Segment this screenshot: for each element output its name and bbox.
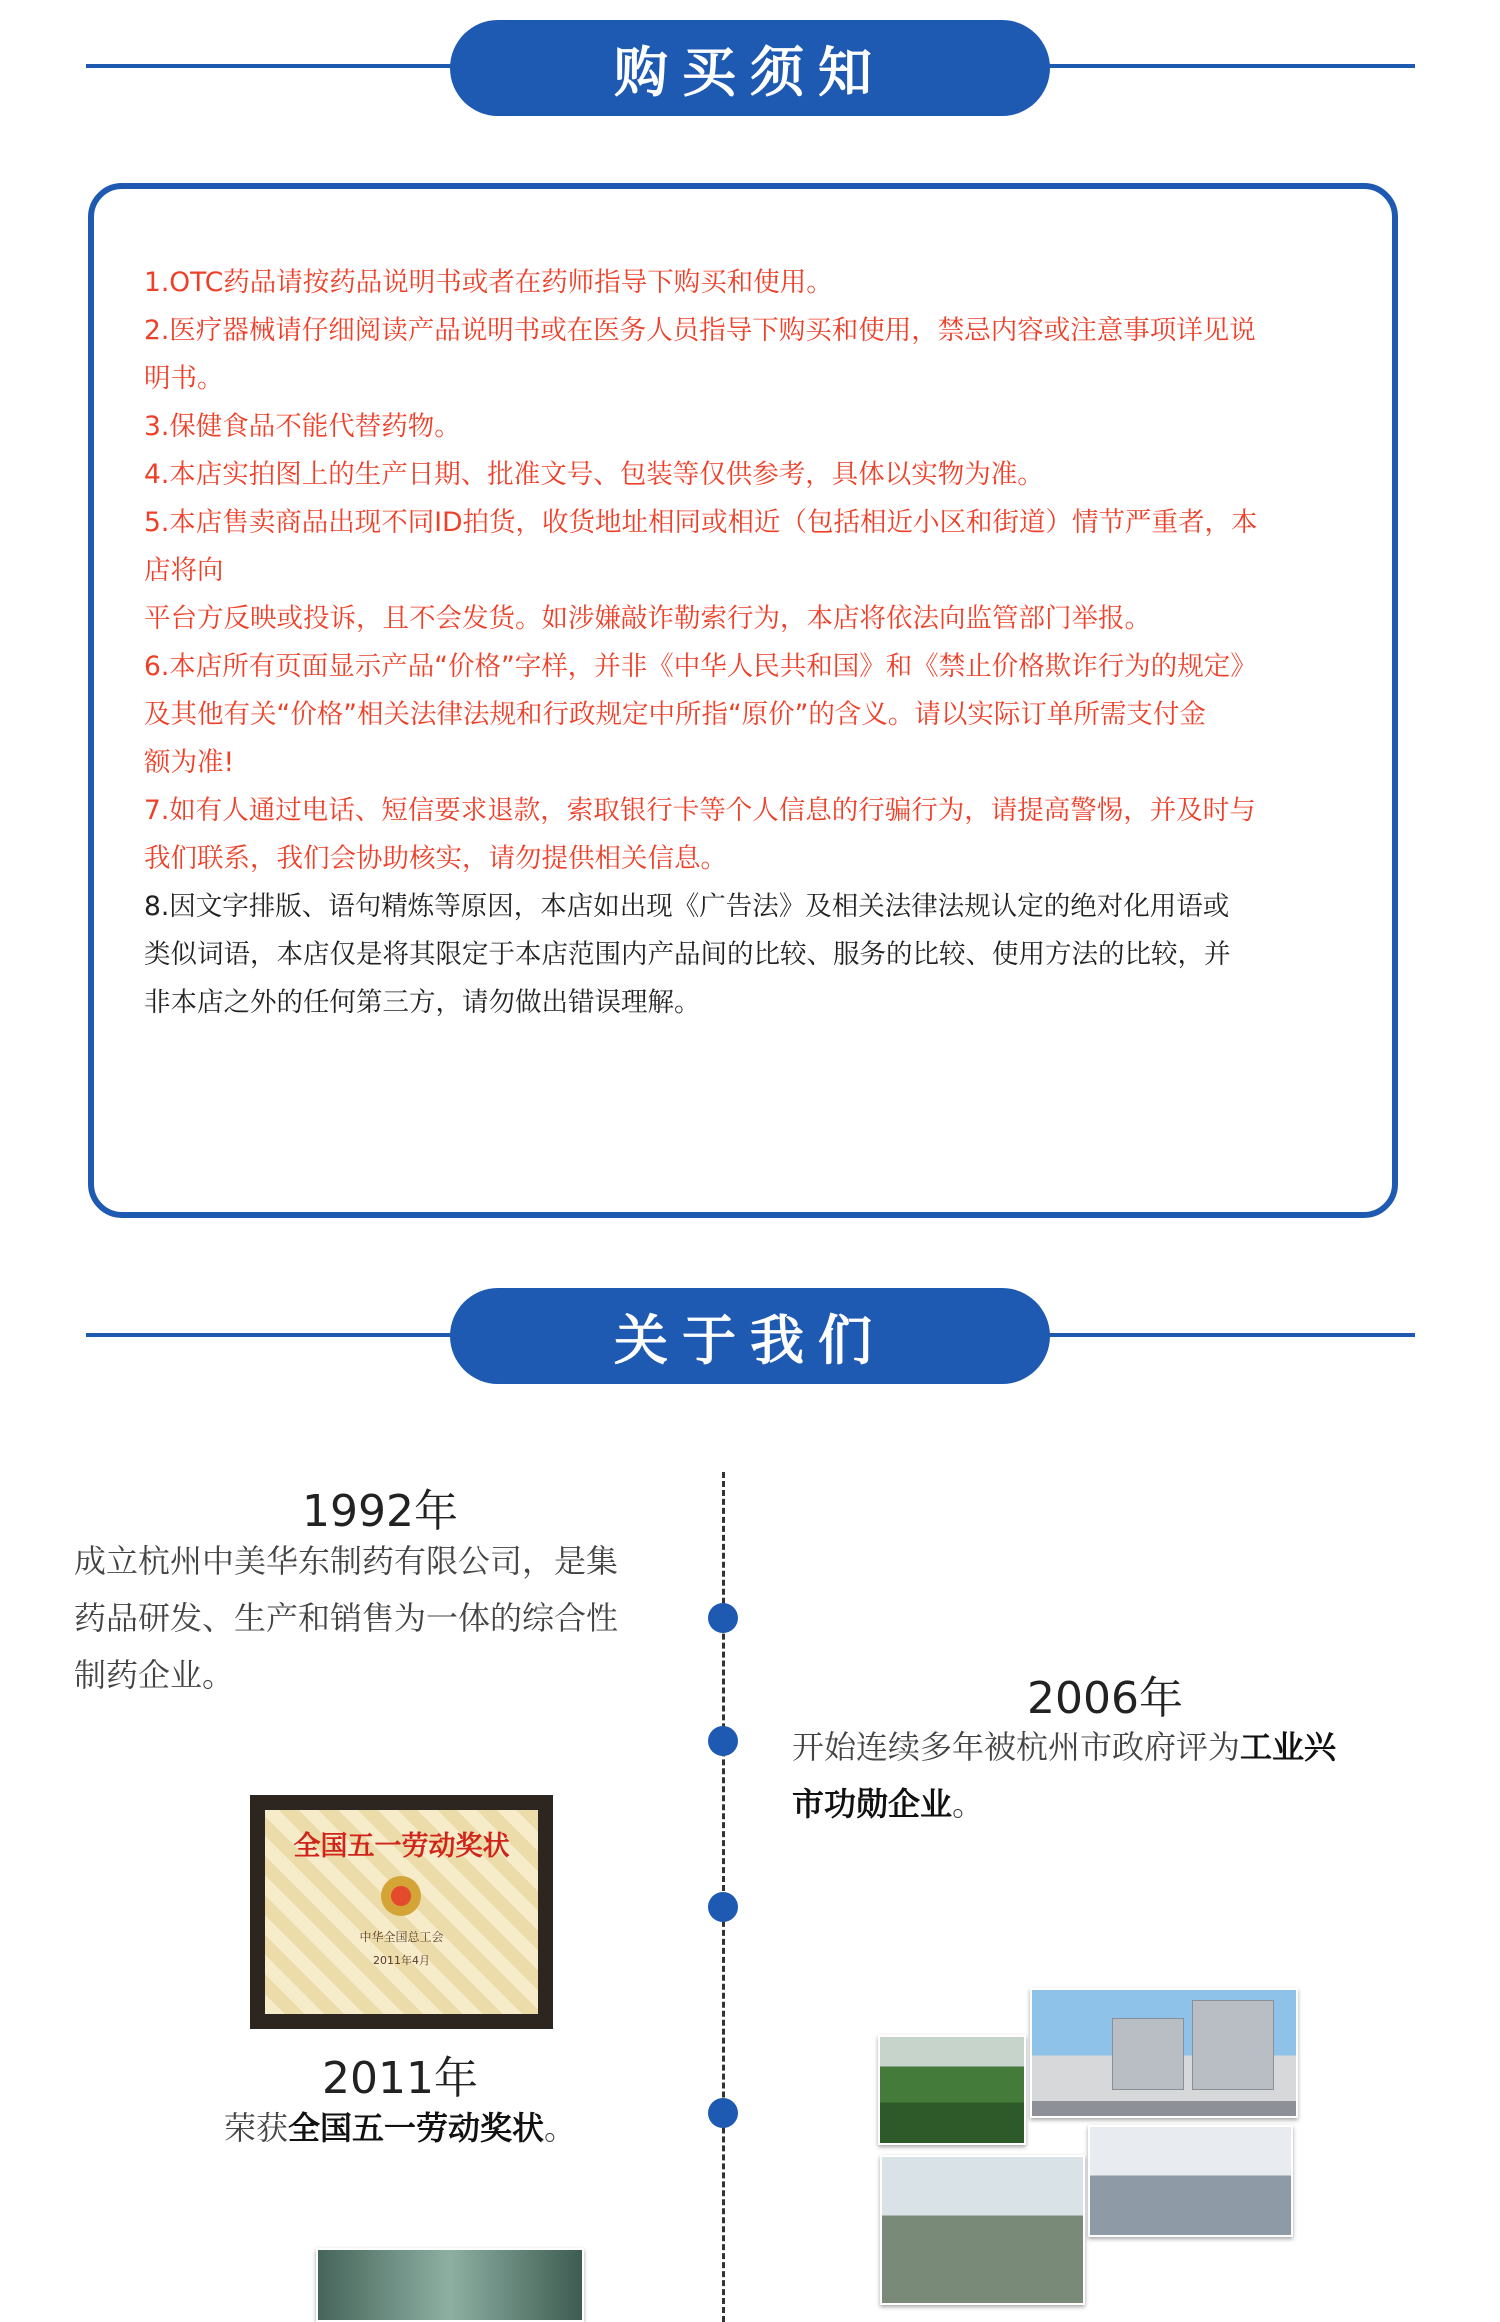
year-1992: 1992年 — [302, 1486, 458, 1537]
notice-item-line: 店将向 — [144, 555, 224, 586]
notice-item-line: 6.本店所有页面显示产品“价格”字样，并非《中华人民共和国》和《禁止价格欺诈行为的规定》 — [144, 651, 1257, 682]
notice-box — [88, 183, 1398, 1218]
notice-item — [144, 403, 1374, 451]
building-block — [1112, 2018, 1184, 2090]
about-header-line-right — [1035, 1333, 1415, 1337]
desc-2011-bold: 全国五一劳动奖状 — [287, 2109, 544, 2147]
notice-item-line: 我们联系，我们会协助核实，请勿提供相关信息。 — [144, 843, 727, 874]
certificate-plaque — [265, 1810, 538, 2014]
desc-2011 — [100, 2100, 700, 2157]
notice-item-line: 2.医疗器械请仔细阅读产品说明书或在医务人员指导下购买和使用，禁忌内容或注意事项详见说 — [144, 315, 1256, 346]
notice-item — [144, 883, 1374, 1027]
notice-item — [144, 643, 1374, 787]
notice-item-line: 非本店之外的任何第三方，请勿做出错误理解。 — [144, 987, 701, 1018]
notice-list — [144, 259, 1374, 1027]
lab-photo — [880, 2155, 1085, 2305]
notice-item-line: 1.OTC药品请按药品说明书或者在药师指导下购买和使用。 — [144, 267, 833, 298]
desc-2006 — [792, 1719, 1432, 1833]
year-2006: 2006年 — [1027, 1673, 1183, 1724]
desc-2006-bold-1: 工业兴 — [1240, 1728, 1337, 1766]
desc-1992-line-3: 制药企业。 — [74, 1656, 235, 1694]
notice-item-line: 及其他有关“价格”相关法律法规和行政规定中所指“原价”的含义。请以实际订单所需支付金 — [144, 699, 1206, 730]
desc-2006-line-2 — [792, 1776, 1432, 1833]
desc-2006-line-1 — [792, 1719, 1432, 1776]
plantation-photo — [878, 2035, 1026, 2145]
notice-item — [144, 787, 1374, 883]
notice-header-line-right — [1035, 64, 1415, 68]
desc-1992-line-2: 药品研发、生产和销售为一体的综合性 — [74, 1599, 619, 1637]
notice-item-line: 平台方反映或投诉，且不会发货。如涉嫌敲诈勒索行为，本店将依法向监管部门举报。 — [144, 603, 1151, 634]
desc-2011-end: 。 — [544, 2109, 577, 2147]
desc-1992-line-1: 成立杭州中美华东制药有限公司，是集 — [74, 1542, 619, 1580]
notice-item-line: 8.因文字排版、语句精炼等原因，本店如出现《广告法》及相关法律法规认定的绝对化用语或 — [144, 891, 1230, 922]
year-2011: 2011年 — [322, 2053, 478, 2104]
about-section-title: 关于我们 — [450, 1288, 1050, 1384]
notice-item-line: 4.本店实拍图上的生产日期、批准文号、包装等仅供参考，具体以实物为准。 — [144, 459, 1044, 490]
certificate-issuer: 中华全国总工会 — [359, 1930, 444, 1944]
desc-2011-prefix: 荣获 — [223, 2109, 288, 2147]
building-block — [1192, 2000, 1274, 2090]
timeline-dot-2011 — [708, 1892, 738, 1922]
notice-item-line: 额为准! — [144, 747, 235, 778]
notice-item — [144, 499, 1374, 643]
notice-item — [144, 451, 1374, 499]
notice-item-line: 类似词语，本店仅是将其限定于本店范围内产品间的比较、服务的比较、使用方法的比较，并 — [144, 939, 1231, 970]
notice-header-line-left — [86, 64, 466, 68]
notice-item — [144, 307, 1374, 403]
desc-1992 — [74, 1533, 714, 1704]
building-photo — [1030, 1988, 1298, 2118]
notice-item-line: 7.如有人通过电话、短信要求退款，索取银行卡等个人信息的行骗行为，请提高警惕，并及时与 — [144, 795, 1256, 826]
timeline-dot-2006 — [708, 1726, 738, 1756]
certificate-date: 2011年4月 — [373, 1954, 430, 1967]
timeline-dot-4 — [708, 2098, 738, 2128]
desc-2006-end: 。 — [952, 1785, 985, 1823]
notice-item-line: 明书。 — [144, 363, 224, 394]
desc-2006-bold-2: 市功勋企业 — [792, 1785, 953, 1823]
desc-2006-text: 开始连续多年被杭州市政府评为 — [792, 1728, 1241, 1766]
notice-section-title: 购买须知 — [450, 20, 1050, 116]
certificate-title: 全国五一劳动奖状 — [293, 1831, 510, 1862]
workshop-photo — [316, 2248, 584, 2322]
notice-item-line: 3.保健食品不能代替药物。 — [144, 411, 461, 442]
certificate-image — [250, 1795, 553, 2029]
emblem-icon — [381, 1876, 421, 1916]
notice-item — [144, 259, 1374, 307]
about-header-line-left — [86, 1333, 466, 1337]
factory-photo — [1088, 2125, 1293, 2237]
notice-item-line: 5.本店售卖商品出现不同ID拍货，收货地址相同或相近（包括相近小区和街道）情节严重者，本 — [144, 507, 1258, 538]
